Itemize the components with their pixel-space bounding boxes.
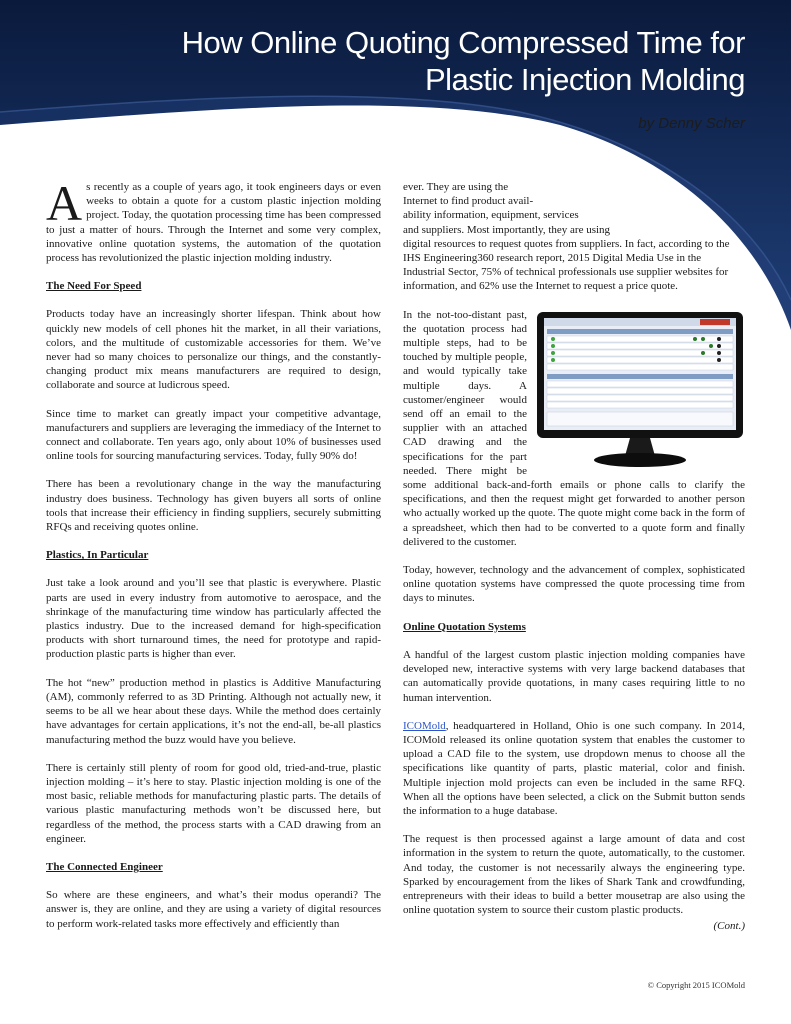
text-line: ability information, equipment, services (403, 209, 579, 222)
paragraph: Since time to market can greatly impact your competitive advantage, manufacturers and suppliers are leveraging the immediacy of the Internet to connect and collaborate. Ten years ago, only about 10% of businesses used online tools for sourcing manufacturing services. Today, fully 90% do! (46, 407, 381, 463)
text-line: Internet to find product avail- (403, 195, 534, 208)
paragraph (403, 308, 745, 549)
paragraph-continued (403, 180, 745, 294)
paragraph: Today, however, technology and the advancement of complex, sophisticated online quotation systems have compressed the quote processing time from days to minutes. (403, 564, 745, 605)
article-title: How Online Quoting Compressed Time for Plastic Injection Molding (181, 25, 745, 97)
heading-online-quotation-systems: Online Quotation Systems (403, 620, 526, 633)
paragraph: There is certainly still plenty of room for good old, tried-and-true, plastic injection molding – it’s here to stay. Plastic injection molding is one of the most basic, reliable methods for manufacturing plastic parts. The details of various plastic manufacturing methods won’t be discussed here, but regardless of the method, the process starts with a CAD drawing from an engineer. (46, 761, 381, 845)
paragraph (403, 719, 745, 818)
continued-note: (Cont.) (713, 920, 745, 933)
paragraph: The request is then processed against a large amount of data and cost information in the system to return the quote, automatically, to the customer. And today, the customer is not necessarily always the engineering type. Sparked by encouragement from the likes of Shark Tank and crowdfunding, entrepreneurs with their ideas to build a better mousetrap are also using the online quotation system to source their custom plastic products. (403, 833, 745, 917)
right-column (403, 180, 745, 934)
intro-text: s recently as a couple of years ago, it took engineers days or even weeks to obtain a quote for a custom plastic injection molding project. Today, the quotation processing time has been compressed to just a matter of hours. Through the Internet and some very complex, innovative online quotation systems, the automation of the quotation process has revolutionized the plastic injection molding industry. (46, 181, 381, 265)
paragraph: Just take a look around and you’ll see that plastic is everywhere. Plastic parts are used in every industry from automotive to aerospace, and the shrinkage of the manufacturing time window has particularly affected the plastics industry. Due to the increased demand for high-specification products with short turnaround times, the need for prototype and rapid-production plastic parts is higher than ever. (46, 577, 381, 661)
heading-plastics: Plastics, In Particular (46, 549, 149, 562)
paragraph: Products today have an increasingly shorter lifespan. Think about how quickly new models of cell phones hit the market, in all their variations, colors, and the multitude of customizable accessories for them. We’ve never had so many choices to personalize our things, and the constantly-changing product mix means manufacturers are required to design, collaborate and source at ludicrous speed. (46, 308, 381, 392)
author-byline: by Denny Scher (638, 115, 745, 132)
intro-paragraph (46, 175, 381, 265)
heading-need-for-speed: The Need For Speed (46, 280, 142, 293)
text-line: ever. They are using the (403, 181, 509, 193)
paragraph: The hot “new” production method in plastics is Additive Manufacturing (AM), commonly referred to as 3D Printing. Although not actually new, it seems to be all we hear about these days. While the method does certainly have advantages for certain applications, it’s not the end-all, be-all plastics manufacturing method the buzz would have you believe. (46, 676, 381, 746)
copyright-footer: © Copyright 2015 ICOMold (647, 980, 745, 990)
past-process-text: In the not-too-distant past, the quotation process had multiple steps, had to be touched by multiple people, and would typically take multiple days. A customer/engineer would send off an email to the supplier with an attached CAD drawing and the specifications for the part needed. There might be some additional back-and-forth emails or phone calls to clarify the specifications, and then the request might get forwarded to another person who actually worked up the quote. The quote might come back in the form of a spreadsheet, which then had to be converted to a quote form and finally delivered to the customer. (403, 308, 745, 548)
left-column (46, 175, 381, 945)
paragraph: A handful of the largest custom plastic injection molding companies have developed new, interactive systems with very large backend databases that can automatically provide quotations, in many cases requiring little to no human intervention. (403, 648, 745, 704)
icomold-link[interactable]: ICOMold (403, 719, 446, 732)
heading-connected-engineer: The Connected Engineer (46, 860, 163, 873)
paragraph: There has been a revolutionary change in the way the manufacturing industry does business. Technology has given buyers all sorts of online tools that increase their efficiency in finding suppliers, securely submitting RFQs and receiving quotes online. (46, 478, 381, 534)
monitor-screenshot-image (535, 310, 745, 470)
text-line: and suppliers. Most importantly, they are using (403, 223, 611, 236)
text: , headquartered in Holland, Ohio is one such company. In 2014, ICOMold released its online quotation system that enables the customer to upload a CAD file to the system, use dropdown menus to choose all the specifications like quantity of parts, plastic material, color and finish. Multiple injection mold projects can even be included in the same RFQ. When all the options have been selected, a click on the Submit button sends the information to a huge database. (403, 719, 745, 817)
text-rest: digital resources to request quotes from suppliers. In fact, according to the IHS Engineering360 research report, 2015 Digital Media Use in the Industrial Sector, 75% of technical professionals use supplier websites for information, and 62% use the Internet to request a price quote. (403, 237, 730, 293)
drop-cap: A (46, 175, 83, 231)
paragraph: So where are these engineers, and what’s their modus operandi? The answer is, they are online, and they are using a variety of digital resources to perform work-related tasks more effectively and efficiently than (46, 889, 381, 930)
